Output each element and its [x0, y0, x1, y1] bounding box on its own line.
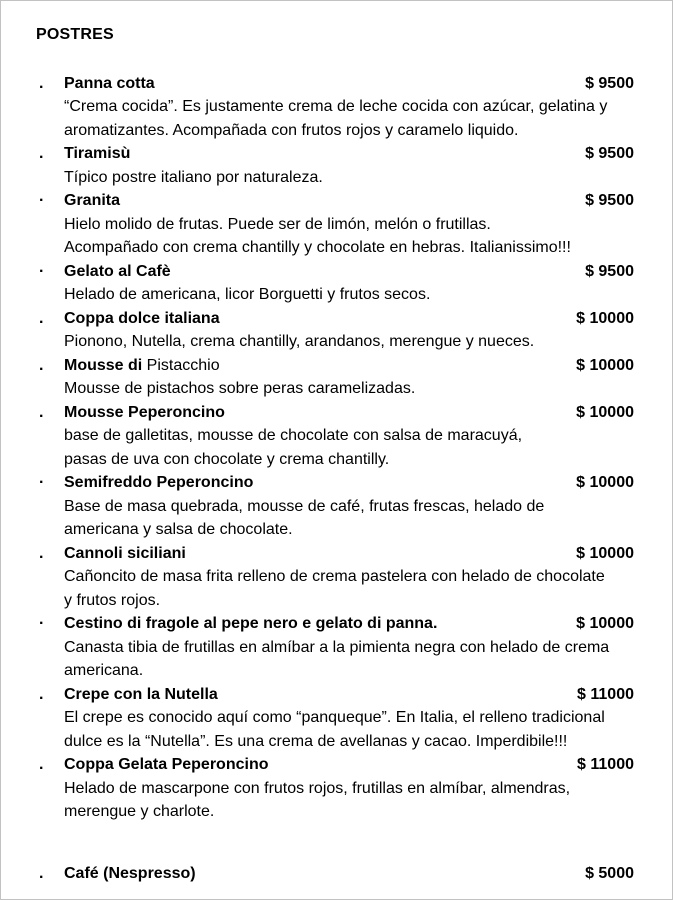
menu-item	[36, 401, 634, 472]
menu-item-row	[36, 683, 634, 707]
item-description-line: Helado de mascarpone con frutos rojos, frutillas en almíbar, almendras,	[64, 779, 571, 797]
item-name-bold: Tiramisù	[64, 145, 131, 162]
item-name	[64, 401, 225, 425]
item-description-line: Mousse de pistachos sobre peras caramelizadas.	[64, 380, 416, 397]
item-name-bold: Panna cotta	[64, 74, 155, 92]
menu-item	[36, 612, 634, 683]
item-name	[64, 612, 437, 636]
menu-item-row	[36, 307, 634, 331]
item-bullet: .	[39, 756, 44, 773]
menu-item-row	[36, 189, 634, 213]
item-price: $ 10000	[576, 403, 634, 421]
menu-item	[36, 307, 634, 354]
item-bullet: .	[39, 74, 44, 92]
menu-item-row	[36, 753, 634, 777]
item-description-line: americana.	[64, 662, 144, 679]
menu-item	[36, 542, 634, 613]
menu-item	[36, 683, 634, 754]
menu-item-row	[36, 471, 634, 495]
item-name	[64, 354, 220, 378]
item-name	[64, 862, 196, 886]
item-name-bold: Semifreddo Peperoncino	[64, 474, 254, 491]
item-name	[64, 189, 120, 213]
item-price: $ 9500	[585, 74, 634, 92]
item-name	[64, 471, 253, 495]
menu-item	[36, 471, 634, 542]
item-description-line: “Crema cocida”. Es justamente crema de leche cocida con azúcar, gelatina y	[64, 98, 608, 115]
item-name	[64, 142, 130, 166]
item-description-line: pasas de uva con chocolate y crema chantilly.	[64, 450, 390, 468]
item-name-bold: Café (Nespresso)	[64, 864, 196, 882]
item-name-bold: Mousse di	[64, 356, 143, 374]
item-name-bold: Mousse Peperoncino	[64, 403, 225, 421]
item-description-line: Canasta tibia de frutillas en almíbar a la pimienta negra con helado de crema	[64, 638, 610, 656]
item-name-bold: Coppa Gelata Peperoncino	[64, 756, 269, 773]
item-bullet: .	[39, 356, 44, 374]
item-price: $ 10000	[576, 356, 634, 374]
item-bullet: .	[39, 544, 44, 562]
menu-item	[36, 862, 634, 886]
item-description-line: Helado de americana, licor Borguetti y frutos secos.	[64, 286, 431, 303]
item-name-bold: Crepe con la Nutella	[64, 685, 218, 703]
item-description-line: Hielo molido de frutas. Puede ser de limón, melón o frutillas.	[64, 215, 491, 233]
menu-item	[36, 260, 634, 307]
item-price: $ 10000	[576, 309, 634, 327]
item-bullet: .	[39, 403, 44, 421]
menu-item	[36, 189, 634, 260]
item-bullet: .	[39, 864, 44, 882]
menu-item-row	[36, 260, 634, 284]
item-bullet: .	[39, 685, 44, 703]
item-price: $ 5000	[585, 864, 634, 882]
menu-item-row	[36, 612, 634, 636]
item-name-bold: Cannoli siciliani	[64, 544, 186, 562]
item-name	[64, 542, 186, 566]
item-price: $ 11000	[577, 756, 634, 773]
menu-item	[36, 753, 634, 824]
item-description-line: Típico postre italiano por naturaleza.	[64, 168, 323, 186]
item-description-line: dulce es la “Nutella”. Es una crema de avellanas y cacao. Imperdibile!!!	[64, 732, 568, 750]
item-name-bold: Cestino di fragole al pepe nero e gelato di panna.	[64, 615, 438, 632]
item-bullet: ·	[39, 615, 45, 632]
item-bullet: ·	[39, 474, 45, 491]
item-name	[64, 72, 155, 96]
item-price: $ 10000	[576, 544, 634, 562]
menu-item	[36, 142, 634, 189]
item-name-bold: Coppa dolce italiana	[64, 309, 220, 327]
item-bullet: ·	[39, 192, 45, 209]
item-name	[64, 753, 268, 777]
item-name	[64, 260, 171, 284]
item-name	[64, 683, 218, 707]
item-bullet: .	[39, 309, 44, 327]
menu-item	[36, 72, 634, 143]
item-name-suffix: Pistacchio	[142, 356, 220, 374]
item-description-line: americana y salsa de chocolate.	[64, 521, 293, 538]
menu-item-row	[36, 142, 634, 166]
item-price: $ 9500	[585, 145, 634, 162]
menu-item-row	[36, 72, 634, 96]
item-description-line: Acompañado con crema chantilly y chocolate en hebras. Italianissimo!!!	[64, 239, 571, 256]
menu-item	[36, 354, 634, 401]
item-description-line: El crepe es conocido aquí como “panqueque”. En Italia, el relleno tradicional	[64, 709, 605, 726]
item-name	[64, 307, 220, 331]
item-price: $ 10000	[576, 474, 634, 491]
item-price: $ 9500	[585, 192, 634, 209]
item-price: $ 10000	[576, 615, 634, 632]
item-description-line: base de galletitas, mousse de chocolate con salsa de maracuyá,	[64, 427, 523, 444]
item-description-line: Pionono, Nutella, crema chantilly, arandanos, merengue y nueces.	[64, 333, 535, 350]
menu-item-row	[36, 542, 634, 566]
item-name-bold: Granita	[64, 192, 121, 209]
item-description-line: aromatizantes. Acompañada con frutos rojos y caramelo liquido.	[64, 121, 519, 139]
item-price: $ 9500	[585, 262, 634, 280]
item-description-line: Cañoncito de masa frita relleno de crema pastelera con helado de chocolate	[64, 568, 605, 585]
menu-item-row	[36, 354, 634, 378]
menu-item-row	[36, 401, 634, 425]
item-name-bold: Gelato al Cafè	[64, 262, 171, 280]
item-description-line: Base de masa quebrada, mousse de café, frutas frescas, helado de	[64, 497, 545, 515]
item-bullet: ·	[39, 262, 45, 280]
item-bullet: .	[39, 145, 44, 162]
menu-title: POSTRES	[36, 26, 114, 43]
menu-item-list	[36, 72, 634, 886]
menu-item-row	[36, 862, 634, 886]
item-description-line: y frutos rojos.	[64, 591, 161, 609]
item-price: $ 11000	[577, 685, 634, 703]
item-description-line: merengue y charlote.	[64, 803, 215, 820]
